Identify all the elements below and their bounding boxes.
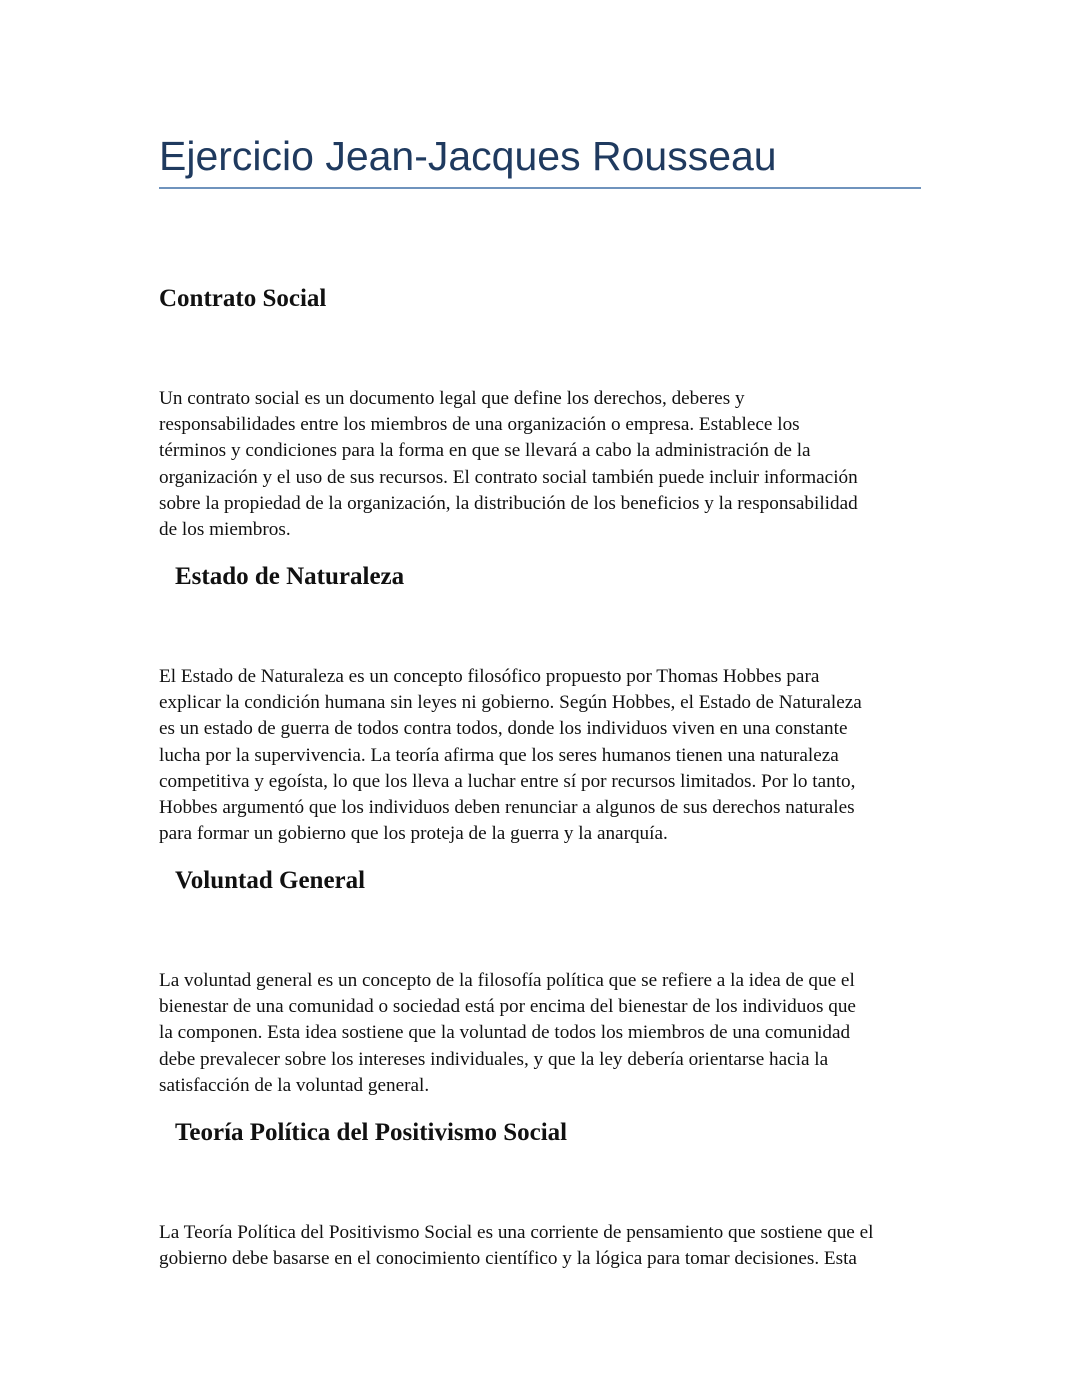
- title-underline-divider: [159, 187, 921, 189]
- text-line: La voluntad general es un concepto de la filosofía política que se refiere a la idea de que el: [159, 970, 855, 991]
- text-line: gobierno debe basarse en el conocimiento científico y la lógica para tomar decisiones. Esta: [159, 1248, 857, 1270]
- text-line: para formar un gobierno que los proteja de la guerra y la anarquía.: [159, 823, 668, 845]
- text-line: Hobbes argumentó que los individuos deben renunciar a algunos de sus derechos naturales: [159, 797, 855, 819]
- text-line: términos y condiciones para la forma en que se llevará a cabo la administración de la: [159, 440, 811, 462]
- text-line: es un estado de guerra de todos contra todos, donde los individuos viven en una constante: [159, 718, 848, 740]
- text-line: debe prevalecer sobre los intereses individuales, y que la ley debería orientarse hacia la: [159, 1048, 829, 1070]
- text-line: Un contrato social es un documento legal que define los derechos, deberes y: [159, 388, 745, 409]
- text-line: competitiva y egoísta, lo que los lleva a luchar entre sí por recursos limitados. Por lo tanto,: [159, 770, 856, 792]
- text-line: responsabilidades entre los miembros de una organización o empresa. Establece los: [159, 414, 800, 436]
- section-body-positivismo-social: [159, 1220, 929, 1272]
- section-body-voluntad-general: [159, 968, 929, 1099]
- section-heading-positivismo-social: Teoría Política del Positivismo Social: [175, 1119, 568, 1146]
- text-line: La Teoría Política del Positivismo Social es una corriente de pensamiento que sostiene que el: [159, 1222, 874, 1243]
- text-line: de los miembros.: [159, 519, 291, 541]
- section-body-estado-de-naturaleza: [159, 664, 929, 847]
- text-line: satisfacción de la voluntad general.: [159, 1074, 430, 1096]
- text-line: organización y el uso de sus recursos. El contrato social también puede incluir información: [159, 466, 858, 488]
- text-line: lucha por la supervivencia. La teoría afirma que los seres humanos tienen una naturaleza: [159, 744, 839, 766]
- text-line: la componen. Esta idea sostiene que la voluntad de todos los miembros de una comunidad: [159, 1022, 851, 1044]
- section-heading-voluntad-general: Voluntad General: [175, 867, 366, 894]
- text-line: sobre la propiedad de la organización, la distribución de los beneficios y la responsabilidad: [159, 492, 858, 514]
- text-line: bienestar de una comunidad o sociedad está por encima del bienestar de los individuos que: [159, 996, 856, 1018]
- section-heading-contrato-social: Contrato Social: [159, 285, 327, 312]
- text-line: El Estado de Naturaleza es un concepto filosófico propuesto por Thomas Hobbes para: [159, 666, 820, 687]
- document-title: Ejercicio Jean-Jacques Rousseau: [159, 133, 777, 179]
- section-heading-estado-de-naturaleza: Estado de Naturaleza: [175, 563, 405, 590]
- section-body-contrato-social: [159, 386, 929, 543]
- text-line: explicar la condición humana sin leyes ni gobierno. Según Hobbes, el Estado de Naturaleza: [159, 692, 862, 714]
